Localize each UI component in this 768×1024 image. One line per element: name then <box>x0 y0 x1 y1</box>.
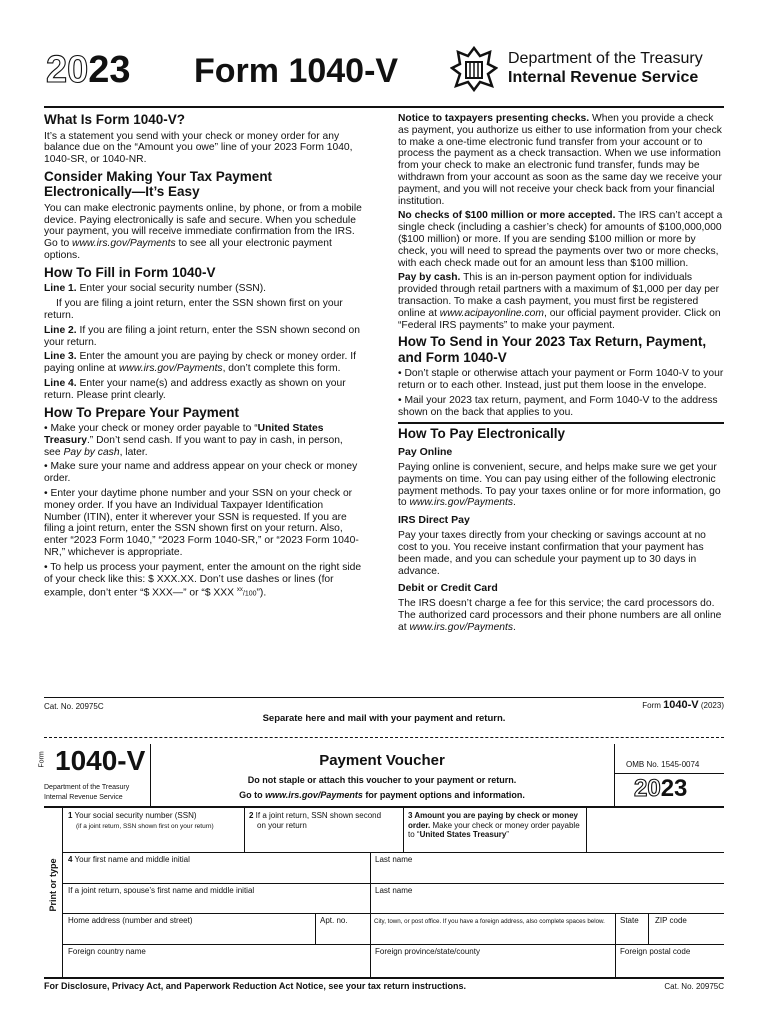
card-text: The IRS doesn’t charge a fee for this service; the card processors do. The authorized card processors and their phone numbers are all online at www.irs.gov/Payments. <box>398 598 722 633</box>
tax-year <box>46 48 131 92</box>
country-input[interactable] <box>62 945 370 977</box>
last-name-label: Last name <box>375 855 413 864</box>
field-4-label: 4 Your first name and middle initial <box>68 855 190 864</box>
section-rule <box>398 422 724 424</box>
divider <box>403 808 404 852</box>
omb-number: OMB No. 1545-0074 <box>626 760 700 769</box>
voucher-dept: Department of the Treasury <box>44 784 130 791</box>
direct-pay-heading: IRS Direct Pay <box>398 514 470 527</box>
zip-input[interactable] <box>649 914 724 944</box>
home-address-input[interactable] <box>62 914 315 944</box>
consider-heading: Consider Making Your Tax Payment Electronically—It’s Easy <box>44 168 273 200</box>
online-heading: Pay Online <box>398 446 453 459</box>
right-column <box>398 113 724 637</box>
line1-sub: If you are filing a joint return, enter the SSN shown first on your return. <box>44 298 343 321</box>
form-footer-id: Form 1040-V (2023) <box>642 699 724 711</box>
send-bullet-1: • Don’t staple or otherwise attach your payment or Form 1040-V to your return or to each other. Instead, just put them loose in the envelope. <box>398 368 724 392</box>
form-title: Form 1040-V <box>194 52 399 90</box>
amount-input[interactable] <box>587 808 724 852</box>
separate-instruction: Separate here and mail with your payment and return. <box>262 713 506 724</box>
prepare-bullet-2: • Make sure your name and address appear on your check or money order. <box>44 461 358 485</box>
province-input[interactable] <box>371 945 615 977</box>
country-label: Foreign country name <box>68 947 146 956</box>
province-label: Foreign province/state/county <box>375 947 480 956</box>
city-input[interactable] <box>371 914 615 944</box>
acipay-link[interactable]: www.acipayonline.com <box>439 307 544 319</box>
card-heading: Debit or Credit Card <box>398 582 498 595</box>
fill-heading: How To Fill in Form 1040-V <box>44 264 216 280</box>
spouse-name-label: If a joint return, spouse’s first name and middle initial <box>68 886 255 895</box>
irs-eagle-logo <box>450 46 498 92</box>
prepare-bullet-4: • To help us process your payment, enter the amount on the right side of your check like this: $ XXX.XX. Don’t use dashes or lines (for example, don’t enter “$ XXX—” or “$ XXX $^{xx}$/100”). <box>44 561 362 599</box>
irs-name: Internal Revenue Service <box>508 69 699 86</box>
header-rule <box>44 106 724 108</box>
cat-number: Cat. No. 20975C <box>44 702 104 711</box>
send-heading: How To Send in Your 2023 Tax Return, Payment, and Form 1040-V <box>398 334 707 365</box>
field-3-label: 3 Amount you are paying by check or money order. Make your check or money order payable to “United States Treasury” <box>408 811 580 839</box>
home-address-label: Home address (number and street) <box>68 916 193 925</box>
cash-text: Pay by cash. This is an in-person payment option for individuals provided through retail partners with a maximum of $1,000 per day per transaction. To make a cash payment, you must first be registered online at www.acipayonline.com, our official payment provider. Click on “Federal IRS payments” to make your payment. <box>398 272 721 331</box>
apt-input[interactable] <box>316 914 370 944</box>
last-name-input[interactable] <box>371 853 724 883</box>
state-label: State <box>620 916 639 925</box>
city-label: City, town, or post office. If you have a foreign address, also complete spaces below. <box>374 918 605 925</box>
disclosure-text: For Disclosure, Privacy Act, and Paperwork Reduction Act Notice, see your tax return instructions. <box>44 981 466 991</box>
consider-text: You can make electronic payments online, by phone, or from a mobile device. Paying electronically is safe and secure. When you schedule your payment, you will receive immediate confirmation from the IRS. Go to www.irs.gov/Payments to see all your electronic payment options. <box>44 202 362 262</box>
left-column <box>44 110 362 604</box>
field-2-label: 2 If a joint return, SSN shown second on your return <box>249 811 382 830</box>
line3-text: Line 3. Enter the amount you are paying by check or money order. If paying online at www.irs.gov/Payments, don’t complete this form. <box>44 351 356 375</box>
line1-text: Line 1. Enter your social security number (SSN). <box>44 283 267 295</box>
direct-pay-text: Pay your taxes directly from your checking or savings account at no cost to you. You receive instant confirmation that your payment has been made, and you can schedule your payment up to 30 days in advance. <box>398 530 706 577</box>
payments-link[interactable]: www.irs.gov/Payments <box>72 238 176 250</box>
state-input[interactable] <box>616 914 648 944</box>
voucher-right-divider <box>614 744 615 806</box>
dept-treasury: Department of the Treasury <box>508 50 703 67</box>
voucher-year: 2023 <box>634 775 688 802</box>
field-1-label: 1 Your social security number (SSN) (if a joint return, SSN shown first on your return) <box>68 811 214 830</box>
postal-input[interactable] <box>616 945 724 977</box>
year-bold: 23 <box>88 49 131 91</box>
form-header <box>44 44 724 96</box>
apt-label: Apt. no. <box>320 916 348 925</box>
spouse-last-name-input[interactable] <box>371 884 724 913</box>
payments-link[interactable]: www.irs.gov/Payments <box>265 790 363 800</box>
payments-link[interactable]: www.irs.gov/Payments <box>409 497 514 509</box>
payments-link[interactable]: www.irs.gov/Payments <box>119 363 223 375</box>
prepare-bullet-3: • Enter your daytime phone number and your SSN on your check or money order. If you have an Individual Taxpayer Identification Number (ITIN), enter it wherever your SSN is requested. If you are filing a joint return, enter the SSN shown first on your return. Also, enter “2023 Form 1040,” “2023 Form 1040-SR,” or “2023 Form 1040-NR,” whichever is appropriate. <box>44 488 359 559</box>
spouse-ssn-input[interactable] <box>245 808 403 852</box>
nochecks-text: No checks of $100 million or more accepted. The IRS can’t accept a single check (including a cashier’s check) for amounts of $100,000,000 ($100 million) or more. If you are sending $100 million or more by check, you will need to spread the payments over two or more checks, with each check made out for an amount less than $100 million. <box>398 210 723 269</box>
zip-label: ZIP code <box>655 916 687 925</box>
year-outline: 20 <box>46 49 89 91</box>
ssn-input[interactable] <box>62 808 244 852</box>
payments-link[interactable]: www.irs.gov/Payments <box>409 622 514 633</box>
line4-text: Line 4. Enter your name(s) and address exactly as shown on your return. Please print clearly. <box>44 377 346 401</box>
what-heading: What Is Form 1040-V? <box>44 112 186 127</box>
line2-text: Line 2. If you are filing a joint return, enter the SSN shown second on your return. <box>44 324 360 348</box>
online-text: Paying online is convenient, secure, and helps make sure we get your payments on time. You can pay using either of the following electronic payment methods. To pay your taxes online or for more information, go to www.irs.gov/Payments. <box>398 462 721 509</box>
postal-label: Foreign postal code <box>620 947 691 956</box>
voucher-title: Payment Voucher <box>319 752 445 769</box>
prepare-heading: How To Prepare Your Payment <box>44 404 240 420</box>
bottom-cat-number: Cat. No. 20975C <box>664 982 724 991</box>
notice-text: Notice to taxpayers presenting checks. When you provide a check as payment, you authorize us either to use information from your check to make a one-time electronic fund transfer from your account or to process the payment as a check transaction. When we use information from your check to make an electronic fund transfer, funds may be withdrawn from your account as soon as the same day we receive your payment, and you will not receive your check back from your financial institution. <box>398 113 722 207</box>
spouse-first-name-input[interactable] <box>62 884 370 913</box>
voucher-irs: Internal Revenue Service <box>44 794 123 801</box>
voucher-sub2: Go to www.irs.gov/Payments for payment options and information. <box>239 790 525 800</box>
voucher-form-vert: Form <box>38 751 46 768</box>
what-text: It’s a statement you send with your check or money order for any balance due on the “Amount you owe” line of your 2023 Form 1040, 1040-SR, or 1040-NR. <box>44 130 353 166</box>
prepare-bullet-1: • Make your check or money order payable to “United States Treasury.” Don’t send cash. If you want to pay in cash, in person, see Pay by cash, later. <box>44 423 343 458</box>
spouse-last-name-label: Last name <box>375 886 413 895</box>
electronic-heading: How To Pay Electronically <box>398 425 566 441</box>
cut-line <box>44 737 724 738</box>
first-name-input[interactable] <box>62 853 370 883</box>
print-type-label: Print or type <box>48 858 58 912</box>
voucher-bottom-rule <box>44 977 724 979</box>
page-rule <box>44 697 724 698</box>
voucher-sub1: Do not staple or attach this voucher to your payment or return. <box>247 775 517 785</box>
voucher-form-number: 1040-V <box>55 745 146 776</box>
send-bullet-2: • Mail your 2023 tax return, payment, and Form 1040-V to the address shown on the back that applies to you. <box>398 394 718 418</box>
